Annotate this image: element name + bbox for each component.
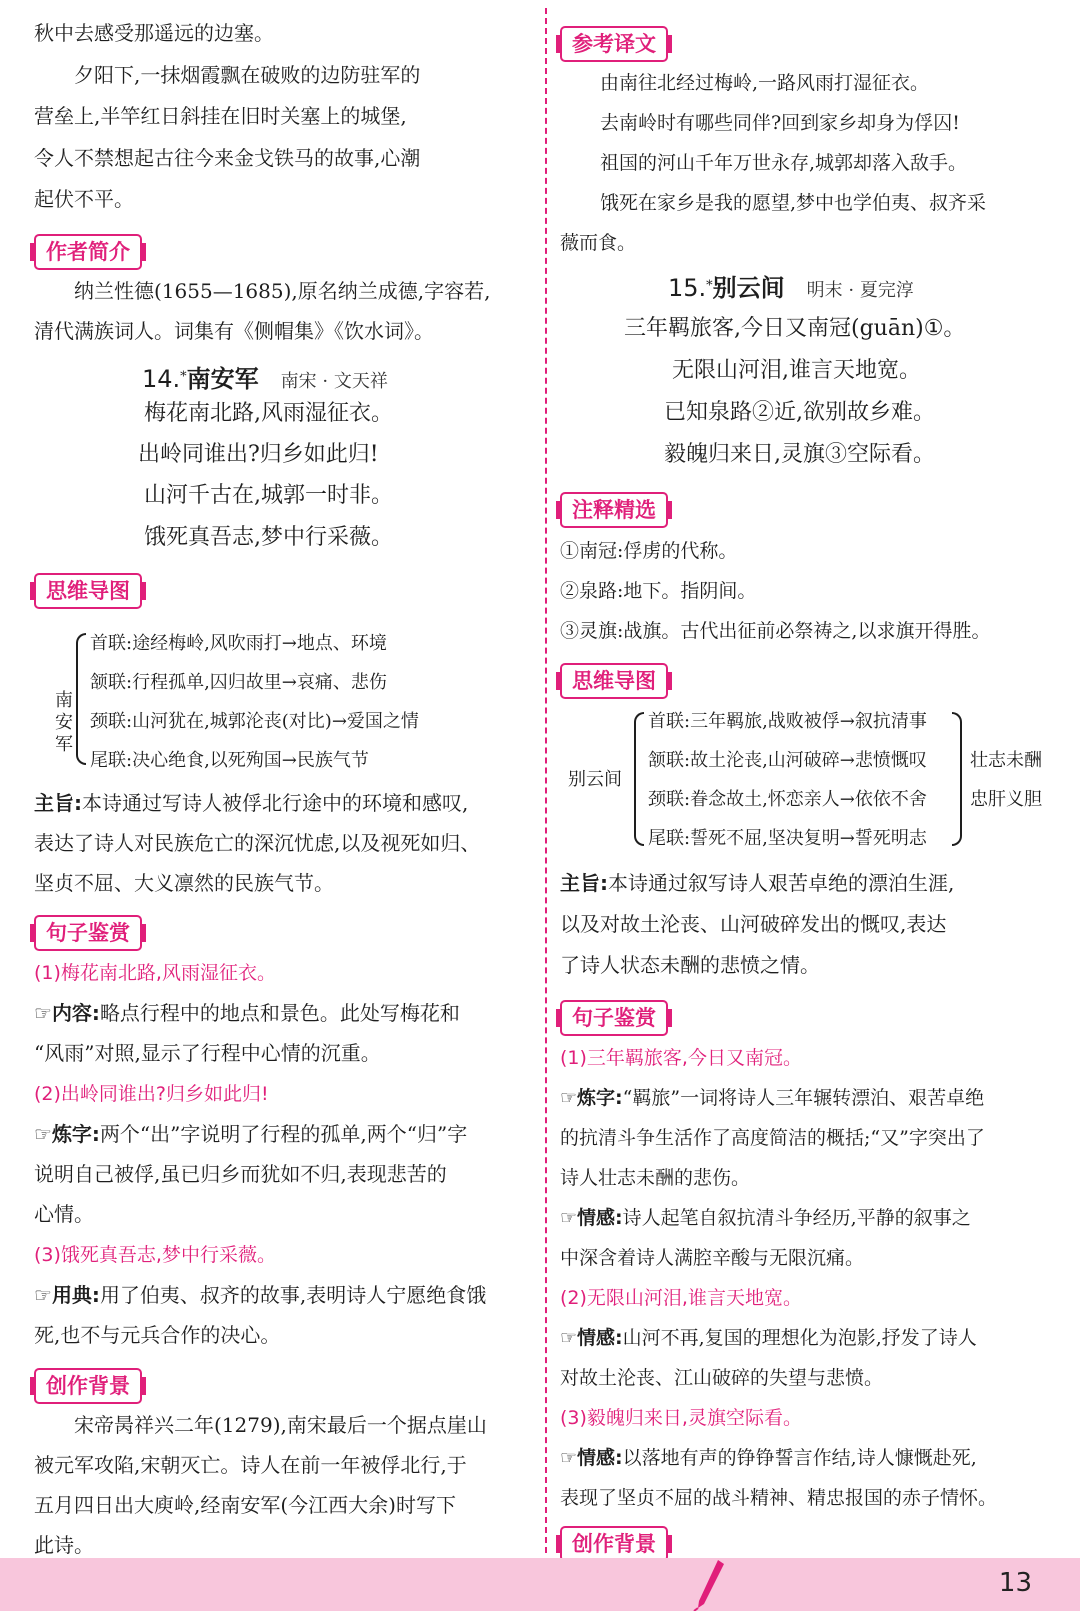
mindmap-brace-right xyxy=(952,712,962,846)
author-line: 清代满族词人。词集有《侧帽集》《饮水词》。 xyxy=(34,319,434,343)
appreciation-answer: 死,也不与元兵合作的决心。 xyxy=(34,1323,281,1347)
translation-line: 祖国的河山千年万世永存,城郭却落入敌手。 xyxy=(600,152,968,174)
appreciation-answer: 诗人壮志未酬的悲伤。 xyxy=(560,1167,751,1189)
appreciation-answer: 中深含着诗人满腔辛酸与无限沉痛。 xyxy=(560,1247,865,1269)
author-intro-tag: 作者简介 xyxy=(34,234,142,270)
pointing-hand-icon: ☞ xyxy=(34,1283,52,1307)
background-line: 五月四日出大庾岭,经南安军(今江西大余)时写下 xyxy=(34,1493,456,1517)
appreciation-answer: ☞情感:诗人起笔自叙抗清斗争经历,平静的叙事之 xyxy=(560,1207,971,1229)
note-line: ①南冠:俘虏的代称。 xyxy=(560,540,738,562)
appreciation-answer: ☞用典:用了伯夷、叔齐的故事,表明诗人宁愿绝食饿 xyxy=(34,1283,487,1307)
poem-line: 饿死真吾志,梦中行采薇。 xyxy=(144,525,393,550)
poem-line: 三年羁旅客,今日又南冠(guān)①。 xyxy=(624,316,966,341)
appreciation-answer: 表现了坚贞不屈的战斗精神、精忠报国的赤子情怀。 xyxy=(560,1487,998,1509)
theme-line: 了诗人状态未酬的悲愤之情。 xyxy=(560,953,820,977)
pointing-hand-icon: ☞ xyxy=(560,1207,578,1229)
page-footer xyxy=(0,1558,1080,1611)
appreciation-question: (1)梅花南北路,风雨湿征衣。 xyxy=(34,962,276,984)
mindmap-tag: 思维导图 xyxy=(560,663,668,699)
appreciation-answer: 的抗清斗争生活作了高度简洁的概括;“又”字突出了 xyxy=(560,1127,985,1149)
theme-line: 主旨:本诗通过写诗人被俘北行途中的环境和感叹, xyxy=(34,791,469,815)
mindmap-root: 南安军 xyxy=(55,690,73,755)
poem-line: 毅魄归来日,灵旗③空际看。 xyxy=(664,442,935,467)
pointing-hand-icon: ☞ xyxy=(560,1087,578,1109)
background-tag: 创作背景 xyxy=(560,1526,668,1562)
appreciation-question: (3)毅魄归来日,灵旗空际看。 xyxy=(560,1407,802,1429)
appreciation-tag: 句子鉴赏 xyxy=(560,1000,668,1036)
appreciation-answer: 心情。 xyxy=(34,1202,94,1226)
appreciation-question: (2)出岭同谁出?归乡如此归! xyxy=(34,1083,269,1105)
background-tag: 创作背景 xyxy=(34,1368,142,1404)
mindmap-brace xyxy=(634,712,644,846)
appreciation-answer: ☞内容:略点行程中的地点和景色。此处写梅花和 xyxy=(34,1001,460,1025)
poem-line: 已知泉路②近,欲别故乡难。 xyxy=(664,400,935,425)
translation-tag: 参考译文 xyxy=(560,26,668,62)
appreciation-answer: 对故土沦丧、江山破碎的失望与悲愤。 xyxy=(560,1367,884,1389)
mindmap-item: 首联:途经梅岭,风吹雨打→地点、环境 xyxy=(90,633,387,654)
appreciation-question: (3)饿死真吾志,梦中行采薇。 xyxy=(34,1244,276,1266)
poem-title: 15.*别云间 明末 · 夏完淳 xyxy=(668,274,914,302)
author-line: 纳兰性德(1655—1685),原名纳兰成德,字容若, xyxy=(74,279,491,303)
mindmap-tag: 思维导图 xyxy=(34,573,142,609)
paragraph-line: 营垒上,半竿红日斜挂在旧时关塞上的城堡, xyxy=(34,104,407,128)
appreciation-answer: ☞炼字:“羁旅”一词将诗人三年辗转漂泊、艰苦卓绝 xyxy=(560,1087,985,1109)
mindmap-brace xyxy=(76,633,86,765)
poem-line: 梅花南北路,风雨湿征衣。 xyxy=(144,401,393,426)
note-line: ③灵旗:战旗。古代出征前必祭祷之,以求旗开得胜。 xyxy=(560,620,991,642)
translation-line: 由南往北经过梅岭,一路风雨打湿征衣。 xyxy=(600,72,930,94)
paragraph-line: 令人不禁想起古往今来金戈铁马的故事,心潮 xyxy=(34,146,421,170)
appreciation-question: (1)三年羁旅客,今日又南冠。 xyxy=(560,1047,802,1069)
pointing-hand-icon: ☞ xyxy=(560,1447,578,1469)
note-line: ②泉路:地下。指阴间。 xyxy=(560,580,757,602)
pointing-hand-icon: ☞ xyxy=(560,1327,578,1349)
theme-line: 表达了诗人对民族危亡的深沉忧虑,以及视死如归、 xyxy=(34,831,481,855)
column-divider xyxy=(545,8,547,1553)
mindmap-root: 别云间 xyxy=(568,769,622,790)
mindmap-item: 颔联:行程孤单,囚归故里→哀痛、悲伤 xyxy=(90,672,387,693)
background-line: 被元军攻陷,宋朝灭亡。诗人在前一年被俘北行,于 xyxy=(34,1453,467,1477)
paragraph-line: 夕阳下,一抹烟霞飘在破败的边防驻军的 xyxy=(74,63,421,87)
mindmap-item: 尾联:决心绝食,以死殉国→民族气节 xyxy=(90,750,369,771)
mindmap-item: 颈联:山河犹在,城郭沦丧(对比)→爱国之情 xyxy=(90,711,419,732)
theme-line: 主旨:本诗通过叙写诗人艰苦卓绝的漂泊生涯, xyxy=(560,871,955,895)
background-line: 此诗。 xyxy=(34,1533,94,1557)
appreciation-answer: “风雨”对照,显示了行程中心情的沉重。 xyxy=(34,1041,381,1065)
mindmap-item: 尾联:誓死不屈,坚决复明→誓死明志 xyxy=(648,828,927,849)
mindmap-item: 首联:三年羁旅,战败被俘→叙抗清事 xyxy=(648,711,927,732)
appreciation-answer: 说明自己被俘,虽已归乡而犹如不归,表现悲苦的 xyxy=(34,1162,447,1186)
poem-title: 14.*南安军 南宋 · 文天祥 xyxy=(142,365,388,393)
translation-line: 薇而食。 xyxy=(560,232,637,254)
appreciation-answer: ☞情感:以落地有声的铮铮誓言作结,诗人慷慨赴死, xyxy=(560,1447,977,1469)
appreciation-answer: ☞情感:山河不再,复国的理想化为泡影,抒发了诗人 xyxy=(560,1327,977,1349)
theme-line: 以及对故土沦丧、山河破碎发出的慨叹,表达 xyxy=(560,912,947,936)
mindmap-summary: 忠肝义胆 xyxy=(970,789,1042,810)
pen-icon xyxy=(690,1558,730,1611)
mindmap-item: 颈联:眷念故土,怀恋亲人→依依不舍 xyxy=(648,789,927,810)
pointing-hand-icon: ☞ xyxy=(34,1001,52,1025)
pointing-hand-icon: ☞ xyxy=(34,1122,52,1146)
page-number: 13 xyxy=(998,1568,1032,1598)
translation-line: 去南岭时有哪些同伴?回到家乡却身为俘囚! xyxy=(600,112,960,134)
paragraph-line: 秋中去感受那遥远的边塞。 xyxy=(34,21,274,45)
translation-line: 饿死在家乡是我的愿望,梦中也学伯夷、叔齐采 xyxy=(600,192,987,214)
theme-line: 坚贞不屈、大义凛然的民族气节。 xyxy=(34,871,334,895)
paragraph-line: 起伏不平。 xyxy=(34,187,134,211)
poem-line: 山河千古在,城郭一时非。 xyxy=(144,483,393,508)
notes-tag: 注释精选 xyxy=(560,492,668,528)
appreciation-answer: ☞炼字:两个“出”字说明了行程的孤单,两个“归”字 xyxy=(34,1122,468,1146)
mindmap-summary: 壮志未酬 xyxy=(970,750,1042,771)
appreciation-tag: 句子鉴赏 xyxy=(34,915,142,951)
appreciation-question: (2)无限山河泪,谁言天地宽。 xyxy=(560,1287,802,1309)
poem-line: 无限山河泪,谁言天地宽。 xyxy=(672,358,921,383)
mindmap-item: 颔联:故土沦丧,山河破碎→悲愤慨叹 xyxy=(648,750,927,771)
background-line: 宋帝昺祥兴二年(1279),南宋最后一个据点崖山 xyxy=(74,1413,487,1437)
poem-line: 出岭同谁出?归乡如此归! xyxy=(138,442,379,467)
